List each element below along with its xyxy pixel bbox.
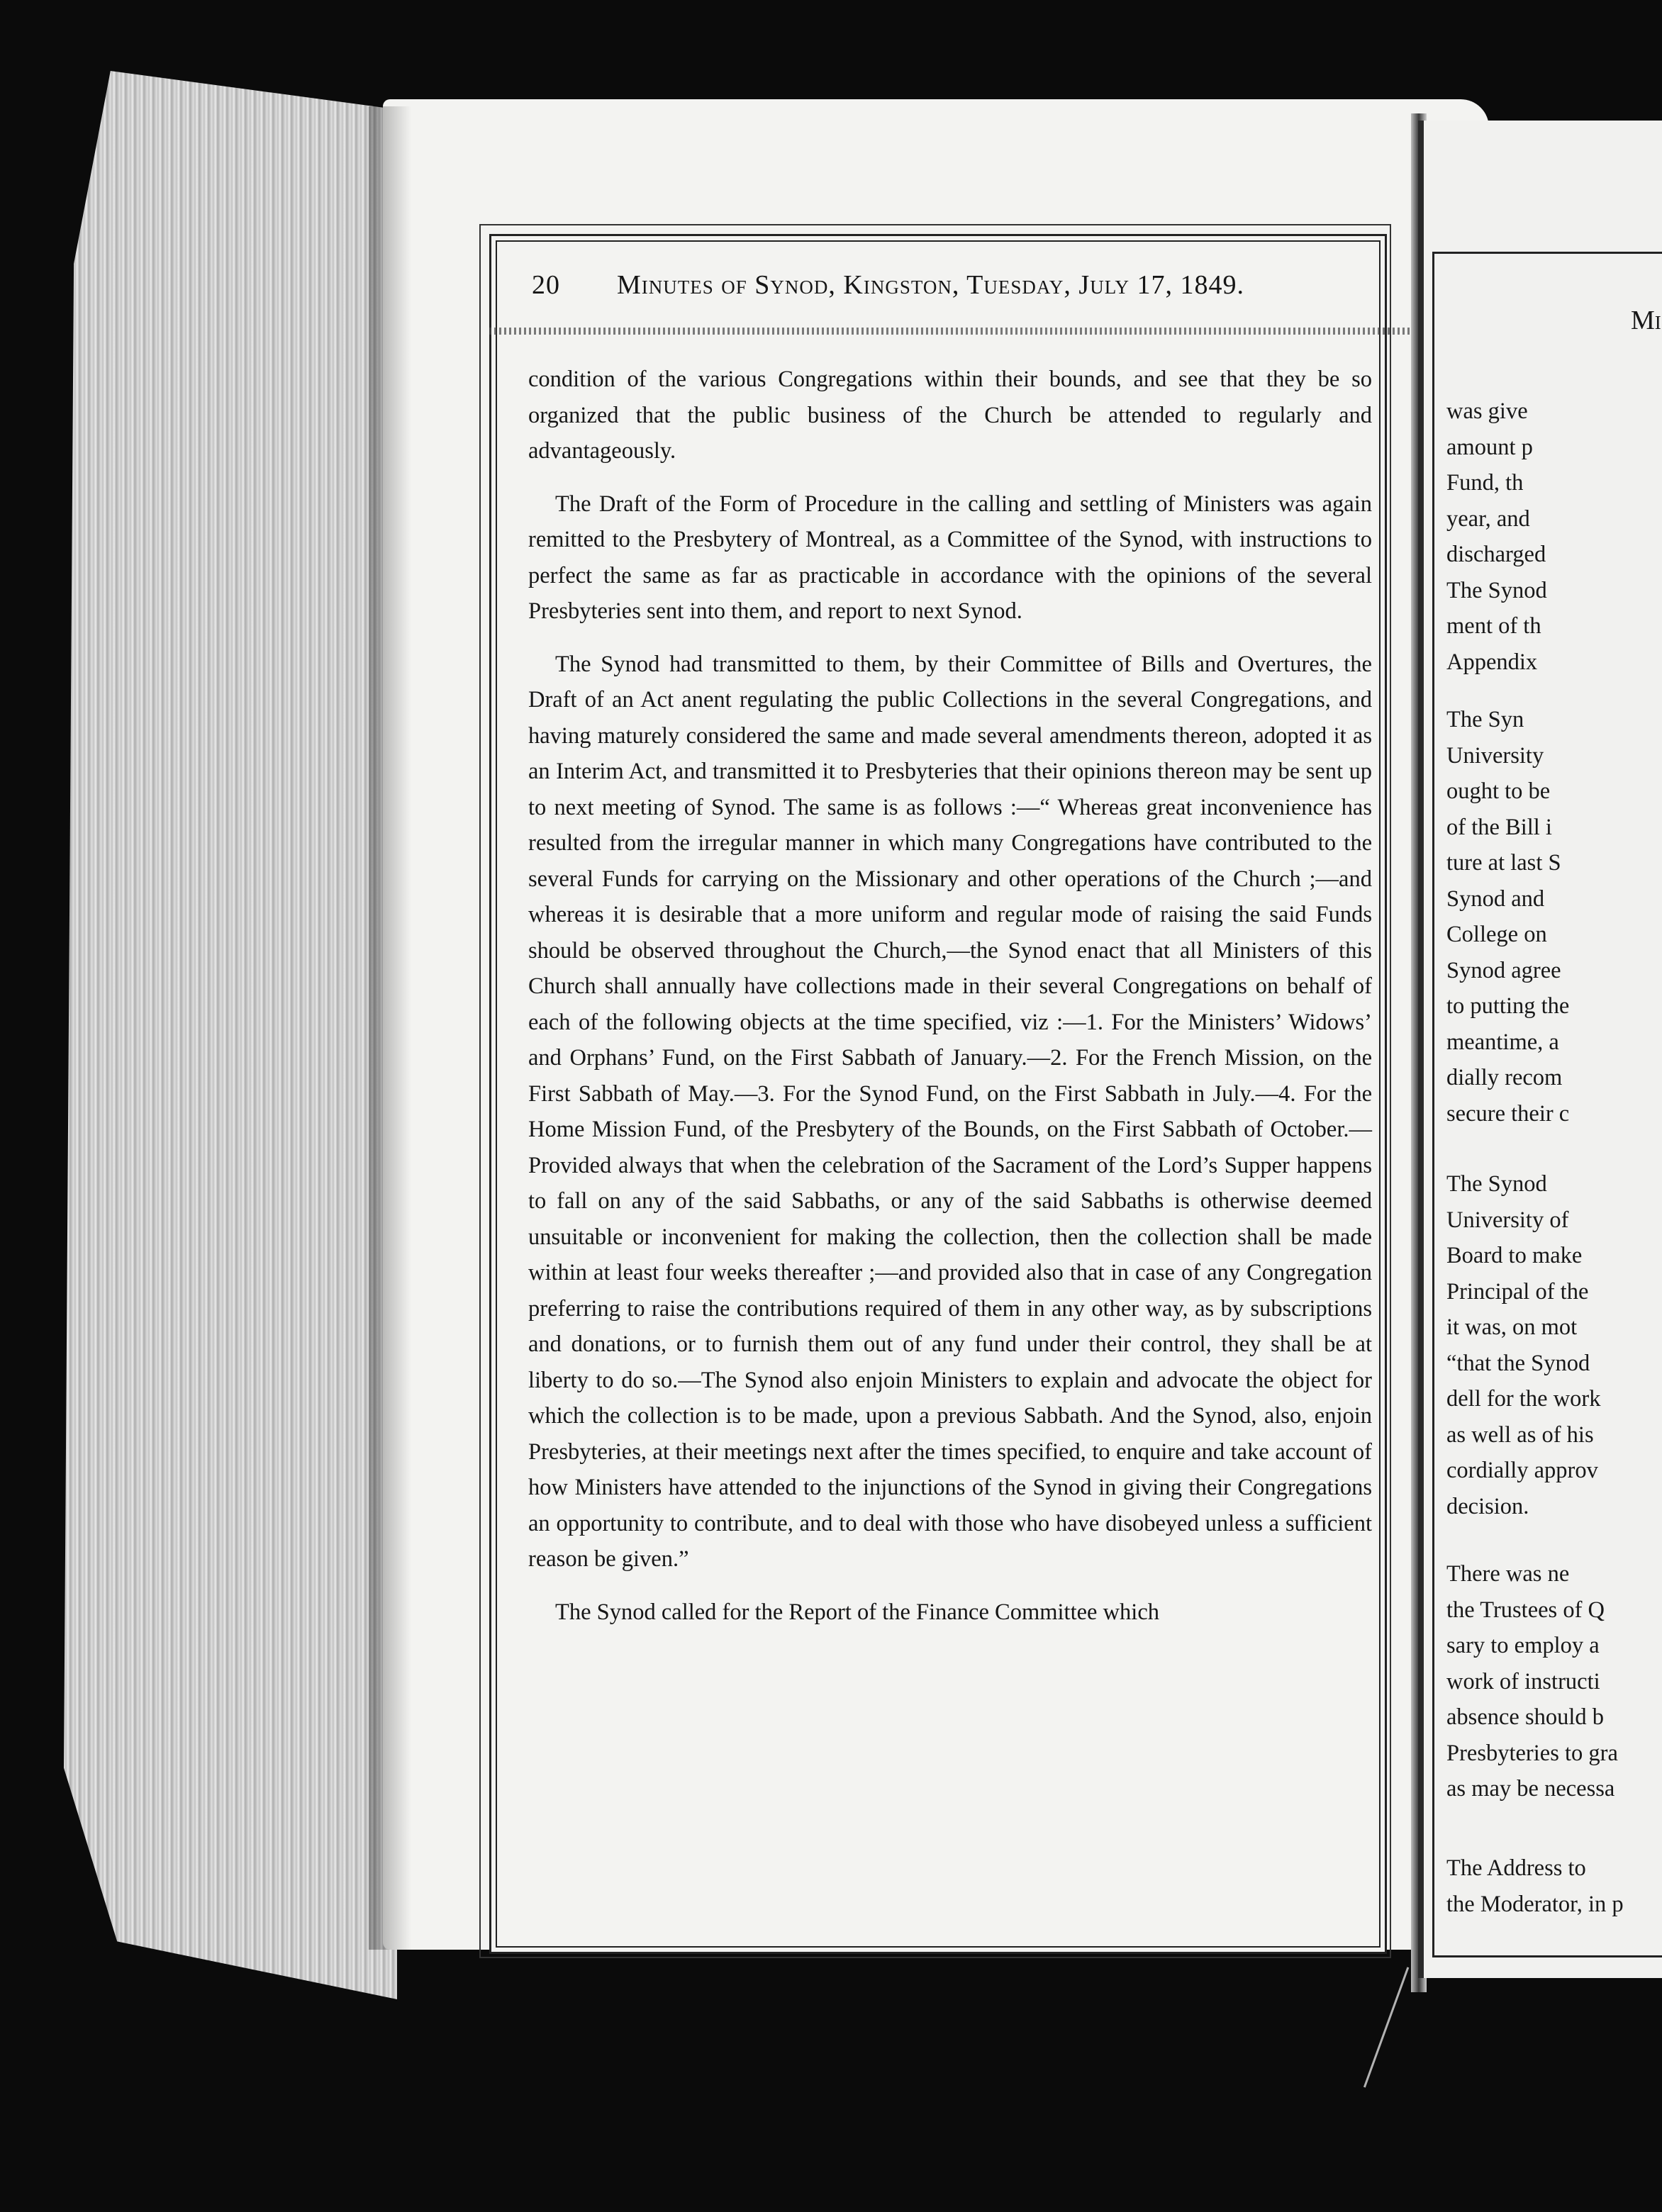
right-line: sary to employ a — [1446, 1633, 1600, 1658]
right-line: to putting the — [1446, 993, 1570, 1019]
right-line: Synod and — [1446, 886, 1545, 912]
right-line: the Moderator, in p — [1446, 1891, 1624, 1917]
right-line: Synod agree — [1446, 957, 1561, 983]
right-line: work of instructi — [1446, 1668, 1600, 1694]
paragraph-1: condition of the various Congregations within their bounds, and see that they be so organized that the public business of the Church be attended to regularly and advantageously. — [528, 367, 1372, 464]
right-line: University of — [1446, 1207, 1569, 1233]
right-line: Board to make — [1446, 1243, 1583, 1268]
right-line: as may be necessa — [1446, 1776, 1615, 1802]
running-header — [532, 269, 1354, 312]
right-line: secure their c — [1446, 1100, 1570, 1127]
page-title: Minutes of Synod, Kingston, Tuesday, July 17, 1849. — [617, 270, 1244, 300]
right-text-block-3 — [1446, 1166, 1662, 1524]
right-line: The Address to — [1446, 1855, 1586, 1881]
right-line: Fund, th — [1446, 470, 1524, 496]
paragraph-2: The Draft of the Form of Procedure in the calling and settling of Ministers was again remitted to the Presbytery of Montreal, as a Committee of the Synod, with instructions to perfect the same as far as practicable in accordance with the opinions of the several Presbyteries sent into them, and report to next Synod. — [528, 491, 1372, 624]
right-line: ture at last S — [1446, 850, 1561, 876]
right-line: was give — [1446, 398, 1528, 424]
right-line: The Synod — [1446, 1171, 1547, 1197]
right-line: discharged — [1446, 542, 1546, 567]
right-line: There was ne — [1446, 1561, 1570, 1587]
right-line: ought to be — [1446, 778, 1551, 804]
right-text-block-1 — [1446, 393, 1662, 680]
right-text-block-2 — [1446, 702, 1662, 1132]
right-line: cordially approv — [1446, 1458, 1598, 1483]
right-line: ment of th — [1446, 613, 1541, 639]
paragraph-4: The Synod called for the Report of the Finance Committee which — [555, 1599, 1159, 1625]
right-line: Principal of the — [1446, 1278, 1589, 1305]
right-line: as well as of his — [1446, 1421, 1594, 1448]
right-line: dially recom — [1446, 1065, 1563, 1090]
right-line: The Synod — [1446, 577, 1547, 603]
right-line: absence should b — [1446, 1704, 1605, 1730]
header-rule — [489, 328, 1411, 335]
page-edge-stack — [64, 71, 397, 1999]
loose-thread — [1363, 1967, 1489, 2116]
page-shadow — [369, 106, 411, 1950]
right-line: amount p — [1446, 434, 1533, 460]
right-line: College on — [1446, 922, 1547, 947]
right-line: Appendix — [1446, 649, 1538, 675]
right-line: it was, on mot — [1446, 1314, 1578, 1340]
right-text-block-4 — [1446, 1556, 1662, 1807]
right-page-header: Mi — [1631, 306, 1661, 335]
right-text-block-5 — [1446, 1850, 1662, 1922]
right-line: year, and — [1446, 505, 1530, 532]
main-text-column — [528, 362, 1372, 1647]
right-line: meantime, a — [1446, 1029, 1559, 1055]
right-line: of the Bill i — [1446, 814, 1552, 840]
page-number: 20 — [532, 270, 560, 300]
right-line: The Syn — [1446, 707, 1524, 732]
right-line: “that the Synod — [1446, 1350, 1590, 1376]
paragraph-3: The Synod had transmitted to them, by their Committee of Bills and Overtures, the Draft of an Act anent regulating the public Collections in the several Congregations, and having maturely considered the same and made several amendments thereon, adopted it as an Interim Act, and transmitted it to Presbyteries that their opinions thereon may be sent up to next meeting of Synod. The same is as follows :—“ Whereas great inconvenience has resulted from the irregular manner in which many Congregations have contributed to the several Funds for carrying on the Missionary and other operations of the Church ;—and whereas it is desirable that a more uniform and regular mode of raising the said Funds should be observed throughout the Church,—the Synod enact that all Ministers of this Church shall annually have collections made in their several Congregations on behalf of each of the following objects at the time specified, viz :—1. For the Ministers’ Widows’ and Orphans’ Fund, on the First Sabbath of January.—2. For the French Mission, on the First Sabbath of May.—3. For the Synod Fund, on the First Sabbath in July.—4. For the Home Mission Fund, of the Presbytery of the Bounds, on the First Sabbath of October.—Provided always that when the celebration of the Sacrament of the Lord’s Supper happens to fall on any of the said Sabbaths, or any of the said Sabbaths is otherwise deemed unsuitable or inconvenient for making the collection, then the collection shall be made within at least four weeks thereafter ;—and provided also that in case of any Congregation preferring to raise the contributions required of them in any other way, as by subscriptions and donations, or to furnish them out of any fund under their control, they shall be at liberty to do so.—The Synod also enjoin Ministers to explain and advocate the object for which the collection is to be made, upon a previous Sabbath. And the Synod, also, enjoin Presbyteries, at their meetings next after the times specified, to enquire and take account of how Ministers have attended to the injunctions of the Synod in giving their Congregations an opportunity to contribute, and to deal with those who have disobeyed unless a sufficient reason be given.” — [528, 651, 1372, 1572]
right-line: Presbyteries to gra — [1446, 1740, 1618, 1766]
right-line: dell for the work — [1446, 1386, 1601, 1412]
right-line: decision. — [1446, 1493, 1529, 1519]
right-line: the Trustees of Q — [1446, 1597, 1605, 1623]
right-line: University — [1446, 742, 1544, 769]
